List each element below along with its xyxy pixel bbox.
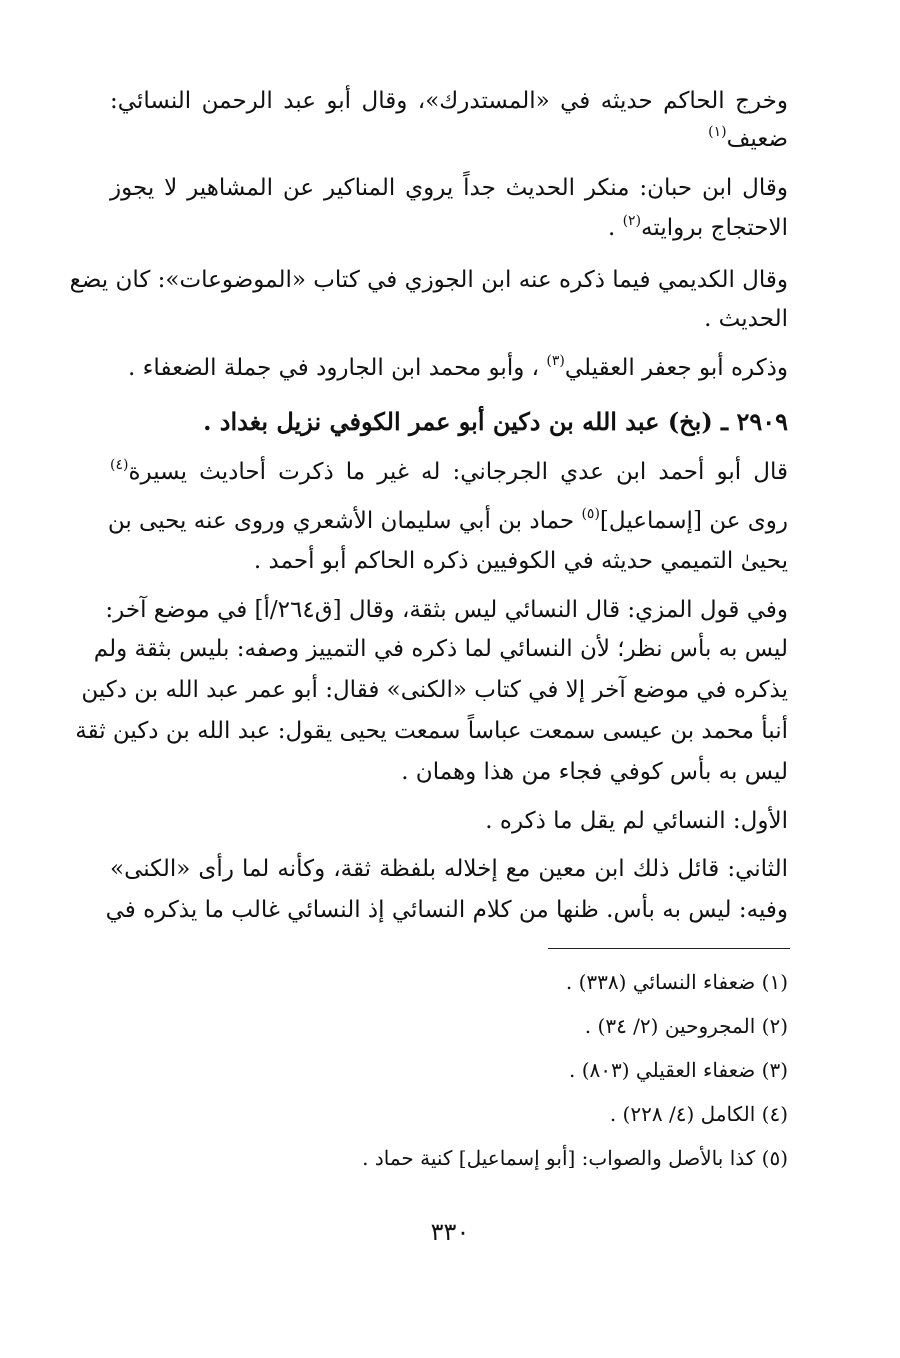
text-segment: وقال الكديمي فيما ذكره عنه ابن الجوزي في كتاب «الموضوعات»: كان يضع <box>69 267 788 293</box>
text-line <box>110 455 788 489</box>
footnote: (٤) الكامل (٤/ ٢٢٨) . <box>609 1102 788 1126</box>
text-segment: قال أبو أحمد ابن عدي الجرجاني: له غير ما ذكرت أحاديث يسيرة <box>128 459 788 485</box>
text-segment: الثاني: قائل ذلك ابن معين مع إخلاله بلفظة ثقة، وكأنه لما رأى «الكنى» <box>110 856 788 882</box>
text-segment: وفيه: ليس به بأس. ظنها من كلام النسائي إذ النسائي غالب ما يذكره في <box>105 897 788 923</box>
text-segment: وخرج الحاكم حديثه في «المستدرك»، وقال أبو عبد الرحمن النسائي: <box>110 88 788 114</box>
text-line <box>93 632 788 666</box>
footnote-ref: (٣) <box>546 353 565 369</box>
text-segment: وذكره أبو جعفر العقيلي <box>564 355 788 381</box>
text-line <box>110 804 788 838</box>
text-segment: ضعيف <box>726 126 788 152</box>
text-segment: الاحتجاج بروايته <box>641 215 788 241</box>
text-line <box>110 84 788 118</box>
footnote-ref: (٥) <box>581 506 600 522</box>
text-segment: وقال ابن حبان: منكر الحديث جداً يروي المناكير عن المشاهير لا يجوز <box>110 175 788 201</box>
text-segment: وفي قول المزي: قال النسائي ليس بثقة، وقال [ق٢٦٤/أ] في موضع آخر: <box>105 597 788 623</box>
text-segment: ، وأبو محمد ابن الجارود في جملة الضعفاء . <box>128 355 547 381</box>
text-segment: حماد بن أبي سليمان الأشعري وروى عنه يحيى بن <box>107 508 582 534</box>
text-line <box>110 122 788 156</box>
text-segment: أنبأ محمد بن عيسى سمعت عباساً سمعت يحيى يقول: عبد الله بن دكين ثقة <box>75 718 788 744</box>
text-line <box>110 302 788 336</box>
text-segment: يذكره في موضع آخر إلا في كتاب «الكنى» فقال: أبو عمر عبد الله بن دكين <box>81 677 788 703</box>
text-line <box>81 673 788 707</box>
text-segment: الحديث . <box>704 306 788 332</box>
text-segment: . <box>607 215 623 241</box>
text-line <box>110 755 788 789</box>
text-segment: الأول: النسائي لم يقل ما ذكره . <box>485 808 788 834</box>
text-segment: يحيىٰ التميمي حديثه في الكوفيين ذكره الحاكم أبو أحمد . <box>253 548 788 574</box>
footnote-ref: (١) <box>708 124 727 140</box>
footnote: (٢) المجروحين (٢/ ٣٤) . <box>584 1014 788 1038</box>
text-segment: ليس به بأس كوفي فجاء من هذا وهمان . <box>401 759 788 785</box>
text-line <box>110 544 788 578</box>
footnote: (٣) ضعفاء العقيلي (٨٠٣) . <box>569 1058 788 1082</box>
text-segment: ليس به بأس نظر؛ لأن النسائي لما ذكره في التمييز وصفه: بليس بثقة ولم <box>93 636 788 662</box>
text-line <box>110 171 788 205</box>
text-line <box>110 351 788 385</box>
text-line <box>110 211 788 245</box>
text-line <box>75 714 788 748</box>
text-line <box>110 852 788 886</box>
text-line <box>105 893 788 927</box>
text-line <box>69 263 788 297</box>
page-number: ٣٣٠ <box>430 1218 470 1246</box>
text-line <box>107 504 788 538</box>
footnote: (١) ضعفاء النسائي (٣٣٨) . <box>565 970 788 994</box>
footnote-ref: (٢) <box>622 213 642 229</box>
text-line <box>105 593 788 627</box>
text-segment: روى عن [إسماعيل] <box>599 508 788 534</box>
heading-text: ٢٩٠٩ ـ (بخ) عبد الله بن دكين أبو عمر الكوفي نزيل بغداد . <box>203 407 788 436</box>
entry-heading <box>110 405 788 439</box>
footnote-ref: (٤) <box>110 457 129 473</box>
footnote-separator <box>548 948 790 949</box>
footnote: (٥) كذا بالأصل والصواب: [أبو إسماعيل] كنية حماد . <box>362 1146 788 1170</box>
